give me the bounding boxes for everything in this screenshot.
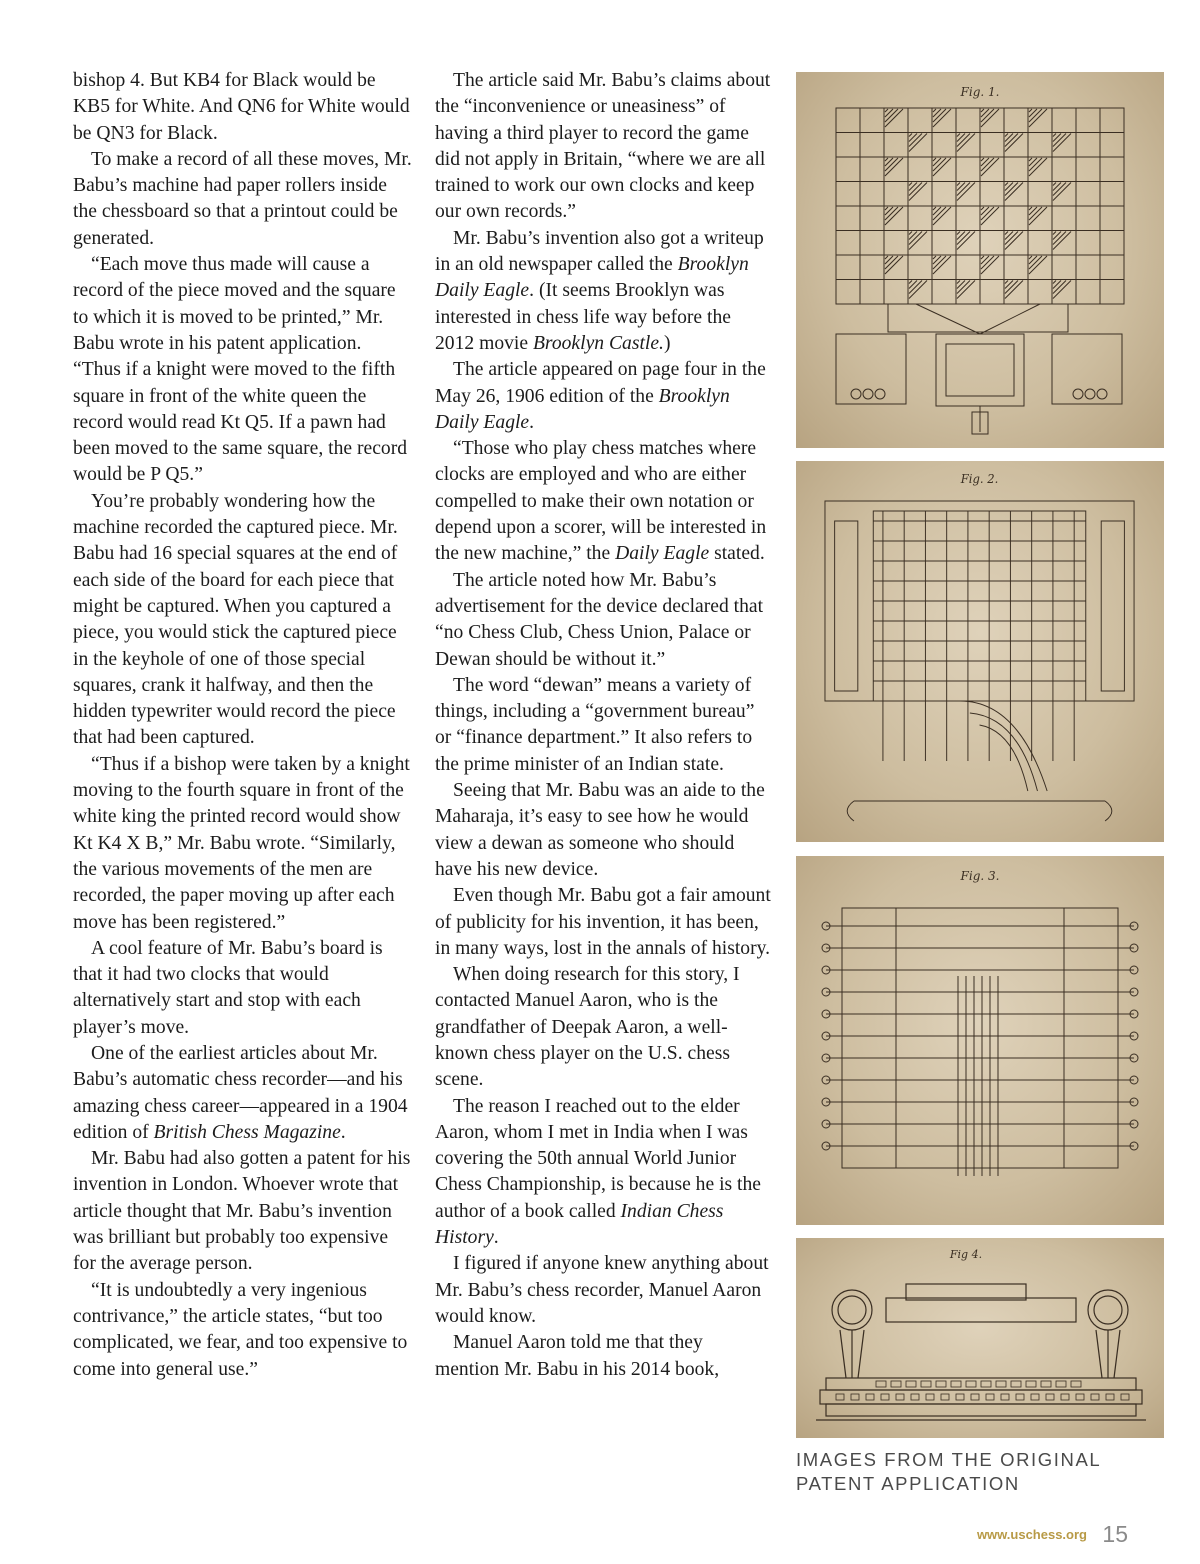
- patent-figure-1: [796, 72, 1164, 448]
- paragraph: Mr. Babu had also gotten a patent for his invention in London. Whoever wrote that article thought that Mr. Babu’s invention was brilliant but probably too expensive for the average person.: [73, 1148, 411, 1275]
- paragraph: The reason I reached out to the elder Aaron, whom I met in India when I was covering the 50th annual World Junior Chess Championship, is because he is the author of a book called Indian Chess History.: [435, 1095, 761, 1249]
- newspaper-title: Brooklyn Daily Eagle: [435, 254, 749, 302]
- newspaper-title: Brooklyn Daily Eagle: [435, 385, 730, 433]
- page-number: 15: [1102, 1521, 1128, 1547]
- paragraph: To make a record of all these moves, Mr. Babu’s machine had paper rollers inside the chessboard so that a printout could be generated.: [73, 148, 412, 249]
- figure-label: Fig. 3.: [960, 869, 1000, 883]
- newspaper-title: Daily Eagle: [615, 543, 710, 565]
- paragraph: Mr. Babu’s invention also got a writeup in an old newspaper called the Brooklyn Daily Eagle. (It seems Brooklyn was interested in chess life way before the 2012 movie Brooklyn Castle.): [435, 227, 764, 354]
- paragraph: One of the earliest articles about Mr. Babu’s automatic chess recorder—and his amazing chess career—appeared in a 1904 edition of British Chess Magazine.: [73, 1042, 408, 1143]
- paragraph: “Thus if a bishop were taken by a knight moving to the fourth square in front of the white king the printed record would show Kt K4 X B,” Mr. Babu wrote. “Similarly, the various movements of the men are recorded, the paper moving up after each move has been registered.”: [73, 753, 410, 933]
- figure-label: Fig. 1.: [960, 85, 1000, 99]
- paragraph: “It is undoubtedly a very ingenious contrivance,” the article states, “but too complicated, we fear, and too expensive to come into general use.”: [73, 1279, 408, 1380]
- paragraph: bishop 4. But KB4 for Black would be KB5 for White. And QN6 for White would be QN3 for Black.: [73, 70, 410, 144]
- figure-caption: IMAGES FROM THE ORIGINAL PATENT APPLICATION: [796, 1449, 1102, 1494]
- paragraph: You’re probably wondering how the machine recorded the captured piece. Mr. Babu had 16 special squares at the end of each side of the board for each piece that might be captured. When you captured a piece, you would stick the captured piece in the keyhole of one of those special squares, crank it halfway, and then the hidden typewriter would record the piece that had been captured.: [73, 490, 398, 749]
- paragraph: The article appeared on page four in the May 26, 1906 edition of the Brooklyn Daily Eagle.: [435, 359, 766, 433]
- paragraph: Seeing that Mr. Babu was an aide to the Maharaja, it’s easy to see how he would view a dewan as someone who should have his new device.: [435, 780, 765, 880]
- patent-figure-2: [796, 461, 1164, 842]
- figure-label: Fig. 2.: [960, 471, 999, 487]
- paragraph: I figured if anyone knew anything about Mr. Babu’s chess recorder, Manuel Aaron would know.: [435, 1253, 769, 1327]
- movie-title: Brooklyn Castle.: [532, 332, 664, 354]
- paragraph: “Those who play chess matches where clocks are employed and who are either compelled to make their own notation or depend upon a scorer, will be interested in the new machine,” the Daily Eagle stated.: [435, 438, 767, 565]
- paragraph: “Each move thus made will cause a record of the piece moved and the square to which it is moved to be printed,” Mr. Babu wrote in his patent application. “Thus if a knight were moved to the fifth square in front of the white queen the record would read Kt Q5. If a pawn had been moved to the same square, the record would be P Q5.”: [73, 254, 408, 486]
- book-title: Indian Chess History: [435, 1200, 724, 1249]
- website-url: www.uschess.org: [976, 1527, 1087, 1542]
- paragraph: Manuel Aaron told me that they mention Mr. Babu in his 2014 book,: [435, 1332, 720, 1380]
- paragraph: The article said Mr. Babu’s claims about the “inconvenience or uneasiness” of having a third player to record the game did not apply in Britain, “where we are all trained to work our own clocks and keep our own records.”: [435, 70, 771, 223]
- magazine-title: British Chess Magazine: [153, 1121, 341, 1143]
- patent-figure-3: [796, 856, 1164, 1225]
- figure-label: Fig 4.: [949, 1248, 983, 1261]
- article-column-left: [73, 68, 413, 1383]
- paragraph: Even though Mr. Babu got a fair amount of publicity for his invention, it has been, in many ways, lost in the annals of history.: [435, 885, 771, 959]
- article-column-middle: [435, 68, 771, 1383]
- paragraph: A cool feature of Mr. Babu’s board is that it had two clocks that would alternatively start and stop with each player’s move.: [73, 937, 383, 1038]
- paragraph: The article noted how Mr. Babu’s advertisement for the device declared that “no Chess Club, Chess Union, Palace or Dewan should be without it.”: [435, 569, 764, 670]
- patent-figure-4: [796, 1238, 1164, 1438]
- paragraph: The word “dewan” means a variety of things, including a “government bureau” or “finance department.” It also refers to the prime minister of an Indian state.: [435, 674, 755, 775]
- paragraph: When doing research for this story, I contacted Manuel Aaron, who is the grandfather of Deepak Aaron, a well-known chess player on the U.S. chess scene.: [435, 964, 740, 1091]
